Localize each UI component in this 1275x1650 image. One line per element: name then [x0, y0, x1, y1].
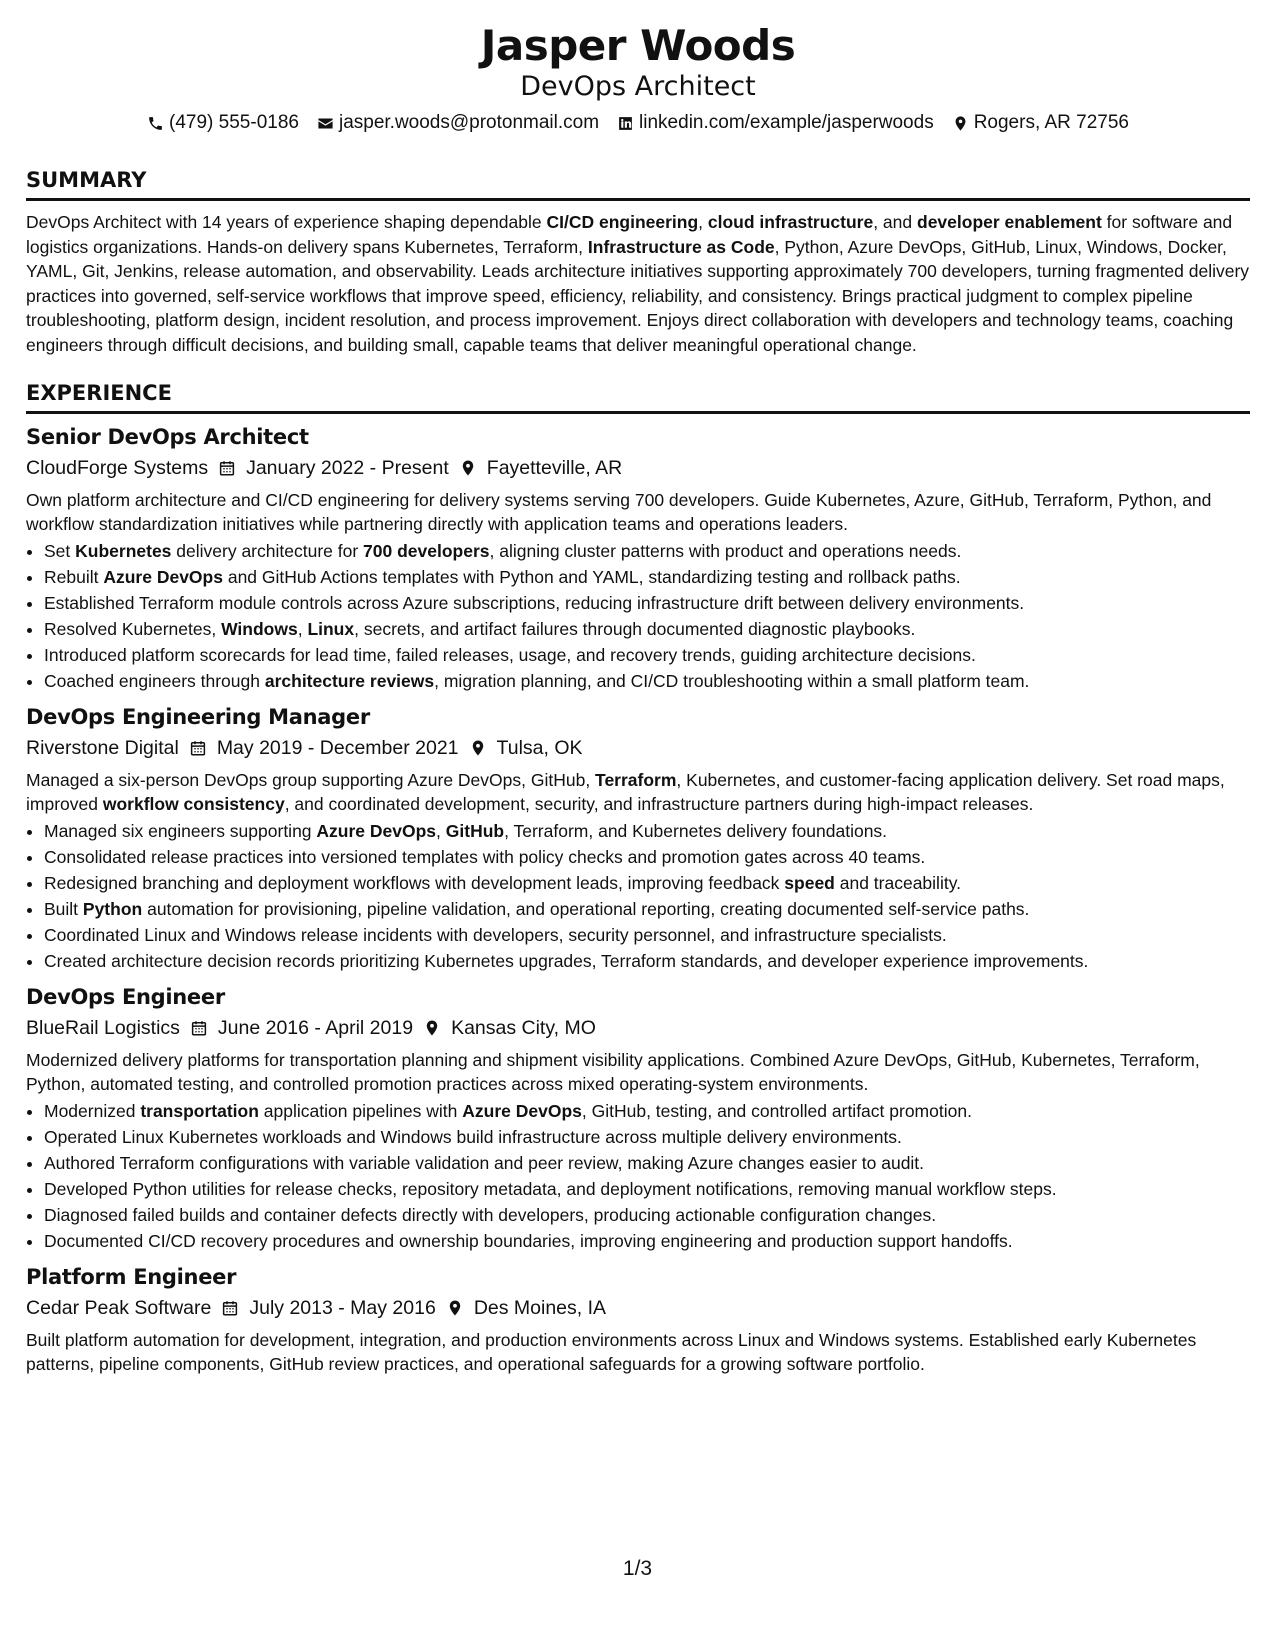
map-pin-icon	[423, 1019, 441, 1037]
job-bullets	[26, 538, 1250, 694]
summary-heading: SUMMARY	[26, 168, 1250, 201]
job-entry	[26, 704, 1250, 974]
job-bullet: • Authored Terraform configurations with variable validation and peer review, making Azure changes easier to audit.	[44, 1150, 1250, 1176]
job-entry	[26, 424, 1250, 694]
job-company: BlueRail Logistics	[26, 1017, 180, 1039]
job-dates	[189, 735, 459, 761]
job-bullet: • Built Python automation for provisioning, pipeline validation, and operational reporting, creating documented self-service paths.	[44, 896, 1250, 922]
job-location-text: Des Moines, IA	[473, 1297, 607, 1319]
job-bullet: • Introduced platform scorecards for lead time, failed releases, usage, and recovery trends, guiding architecture decisions.	[44, 642, 1250, 668]
job-title: Platform Engineer	[26, 1265, 237, 1289]
job-entry	[26, 1264, 1250, 1376]
job-description: Built platform automation for development, integration, and production environments across Linux and Windows systems. Established early Kubernetes patterns, pipeline components, GitHub review practices, and operational safeguards for a growing software portfolio.	[26, 1330, 1197, 1374]
envelope-icon	[317, 115, 334, 132]
job-location	[423, 1015, 596, 1041]
job-location-text: Kansas City, MO	[451, 1017, 596, 1039]
map-pin-icon	[952, 115, 969, 132]
contact-phone	[147, 112, 299, 134]
job-bullet: • Created architecture decision records prioritizing Kubernetes upgrades, Terraform standards, and developer experience improvements.	[44, 948, 1250, 974]
calendar-icon	[221, 1299, 239, 1317]
job-bullet: • Resolved Kubernetes, Windows, Linux, secrets, and artifact failures through documented diagnostic playbooks.	[44, 616, 1250, 642]
location-text: Rogers, AR 72756	[973, 112, 1129, 133]
linkedin-text[interactable]: linkedin.com/example/jasperwoods	[639, 112, 934, 133]
job-title: DevOps Engineer	[26, 985, 225, 1009]
job-bullet: • Coordinated Linux and Windows release incidents with developers, security personnel, and infrastructure specialists.	[44, 922, 1250, 948]
phone-text: (479) 555-0186	[169, 112, 299, 133]
job-meta	[26, 455, 1250, 481]
job-bullet: • Set Kubernetes delivery architecture for 700 developers, aligning cluster patterns with product and operations needs.	[44, 538, 1250, 564]
job-location-text: Fayetteville, AR	[486, 457, 623, 479]
job-location-text: Tulsa, OK	[496, 737, 583, 759]
contact-linkedin[interactable]	[617, 112, 934, 134]
job-bullet: • Established Terraform module controls across Azure subscriptions, reducing infrastructure drift between delivery environments.	[44, 590, 1250, 616]
job-dates-text: May 2019 - December 2021	[216, 737, 459, 759]
map-pin-icon	[469, 739, 487, 757]
job-description: Managed a six-person DevOps group supporting Azure DevOps, GitHub, Terraform, Kubernetes, and customer-facing application delivery. Set road maps, improved workflow consistency, and coordinated development, security, and infrastructure partners during high-impact releases.	[26, 770, 1225, 814]
job-dates	[218, 455, 449, 481]
experience-list	[26, 424, 1250, 1376]
map-pin-icon	[446, 1299, 464, 1317]
job-bullet: • Managed six engineers supporting Azure DevOps, GitHub, Terraform, and Kubernetes delivery foundations.	[44, 818, 1250, 844]
job-title: DevOps Engineering Manager	[26, 705, 370, 729]
job-dates	[190, 1015, 413, 1041]
job-bullets	[26, 1098, 1250, 1254]
job-bullet: • Diagnosed failed builds and container defects directly with developers, producing actionable configuration changes.	[44, 1202, 1250, 1228]
calendar-icon	[189, 739, 207, 757]
calendar-icon	[190, 1019, 208, 1037]
linkedin-icon	[617, 115, 634, 132]
job-bullet: • Coached engineers through architecture reviews, migration planning, and CI/CD troubleshooting within a small platform team.	[44, 668, 1250, 694]
job-description: Modernized delivery platforms for transportation planning and shipment visibility applications. Combined Azure DevOps, GitHub, Kubernetes, Terraform, Python, automated testing, and controlled promotion practices across mixed operating-system environments.	[26, 1050, 1200, 1094]
contact-row	[26, 112, 1250, 134]
candidate-name: Jasper Woods	[480, 21, 796, 70]
job-dates-text: June 2016 - April 2019	[217, 1017, 414, 1039]
job-location	[446, 1295, 606, 1321]
job-dates-text: July 2013 - May 2016	[249, 1297, 436, 1319]
job-bullet: • Redesigned branching and deployment workflows with development leads, improving feedback speed and traceability.	[44, 870, 1250, 896]
job-company: Cedar Peak Software	[26, 1297, 212, 1319]
calendar-icon	[218, 459, 236, 477]
job-dates-text: January 2022 - Present	[246, 457, 449, 479]
job-meta	[26, 735, 1250, 761]
contact-location	[952, 112, 1129, 134]
page-number: 1/3	[622, 1557, 653, 1580]
job-bullet: • Consolidated release practices into versioned templates with policy checks and promotion gates across 40 teams.	[44, 844, 1250, 870]
job-bullet: • Modernized transportation application pipelines with Azure DevOps, GitHub, testing, and controlled artifact promotion.	[44, 1098, 1250, 1124]
job-location	[459, 455, 622, 481]
map-pin-icon	[459, 459, 477, 477]
job-company: CloudForge Systems	[26, 457, 209, 479]
resume-page	[26, 22, 1250, 1376]
job-entry	[26, 984, 1250, 1254]
email-text[interactable]: jasper.woods@protonmail.com	[338, 112, 600, 133]
summary-text: DevOps Architect with 14 years of experience shaping dependable CI/CD engineering, cloud infrastructure, and developer enablement for software and logistics organizations. Hands-on delivery spans Kubernetes, Terraform, Infrastructure as Code, Python, Azure DevOps, GitHub, Linux, Windows, Docker, YAML, Git, Jenkins, release automation, and observability. Leads architecture initiatives supporting approximately 700 developers, turning fragmented delivery practices into governed, self-service workflows that improve speed, efficiency, reliability, and consistency. Brings practical judgment to complex pipeline troubleshooting, platform design, incident resolution, and process improvement. Enjoys direct collaboration with developers and technology teams, coaching engineers through difficult decisions, and building small, capable teams that deliver meaningful operational change.	[26, 212, 1250, 355]
job-title: Senior DevOps Architect	[26, 425, 309, 449]
job-bullet: • Documented CI/CD recovery procedures and ownership boundaries, improving engineering and production support handoffs.	[44, 1228, 1250, 1254]
job-bullet: • Operated Linux Kubernetes workloads and Windows build infrastructure across multiple delivery environments.	[44, 1124, 1250, 1150]
job-meta	[26, 1295, 1250, 1321]
job-company: Riverstone Digital	[26, 737, 179, 759]
job-dates	[221, 1295, 435, 1321]
candidate-title: DevOps Architect	[520, 71, 756, 102]
contact-email[interactable]	[317, 112, 599, 134]
job-location	[469, 735, 583, 761]
job-description: Own platform architecture and CI/CD engineering for delivery systems serving 700 developers. Guide Kubernetes, Azure, GitHub, Terraform, Python, and workflow standardization initiatives while partnering directly with application teams and operations leaders.	[26, 490, 1212, 534]
job-bullet: • Developed Python utilities for release checks, repository metadata, and deployment notifications, removing manual workflow steps.	[44, 1176, 1250, 1202]
job-bullets	[26, 818, 1250, 974]
experience-heading: EXPERIENCE	[26, 381, 1250, 414]
job-bullet: • Rebuilt Azure DevOps and GitHub Actions templates with Python and YAML, standardizing testing and rollback paths.	[44, 564, 1250, 590]
resume-header	[26, 22, 1250, 134]
job-meta	[26, 1015, 1250, 1041]
phone-icon	[147, 115, 164, 132]
